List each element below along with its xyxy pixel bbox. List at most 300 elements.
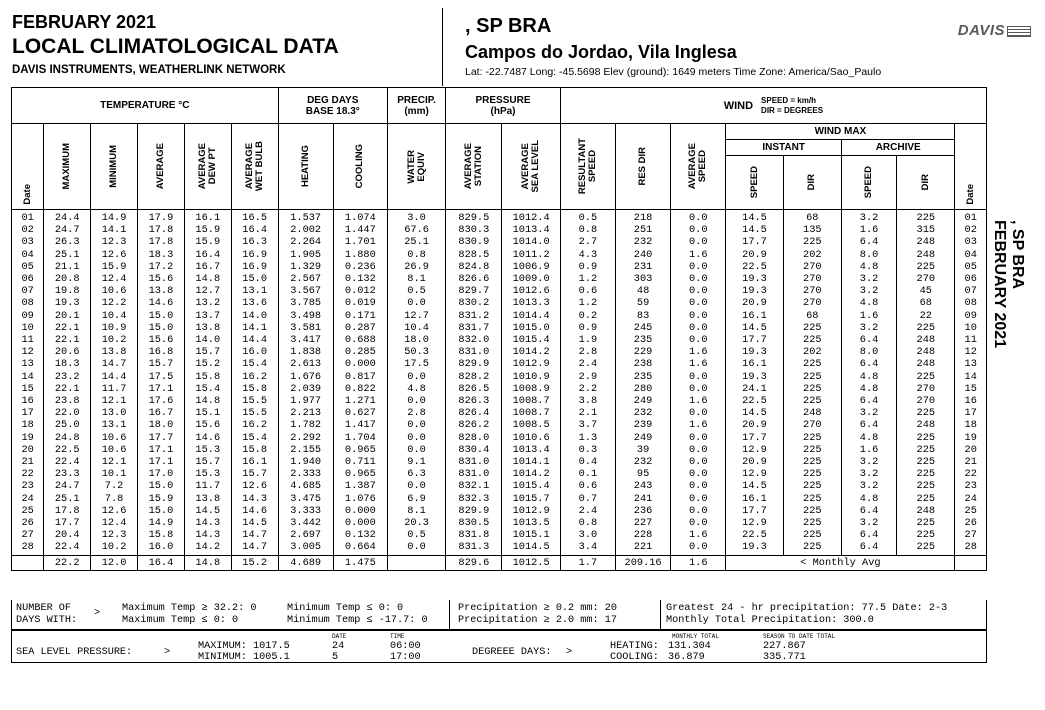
cell-value: 17.7 (742, 504, 767, 517)
cell-value: 10.6 (101, 443, 127, 456)
column-values-archive-speed (841, 210, 896, 556)
cell-value: 50.3 (404, 346, 429, 359)
cell-value: 16.0 (148, 541, 174, 554)
cell-value: 232 (633, 236, 653, 249)
max-temp-counts: Maximum Temp ≥ 32.2: 0 Maximum Temp ≤ 0: 0 (122, 603, 257, 626)
header-divider (442, 8, 443, 86)
column-values-archive-dir (897, 210, 955, 556)
cell-value: 15.6 (195, 419, 221, 432)
cell-value: 11.7 (195, 480, 221, 493)
cell-value: 831.0 (458, 346, 490, 359)
cell-value: 0.8 (407, 248, 426, 261)
cell-value: 3.785 (290, 297, 322, 310)
cell-value: 4.8 (859, 431, 879, 444)
col-sealevel: AVERAGE SEA LEVEL (502, 124, 560, 210)
cell-value: 0.5 (407, 529, 426, 542)
cell-value: 04 (964, 248, 977, 261)
cell-value: 14.2 (195, 541, 221, 554)
cell-value: 245 (633, 321, 653, 334)
cell-value: 12.9 (742, 517, 767, 530)
cell-value: 270 (916, 273, 936, 286)
cell-value: 248 (916, 248, 936, 261)
cell-value: 09 (21, 309, 34, 322)
cell-value: 10.2 (101, 541, 127, 554)
cell-value: 832.0 (458, 334, 490, 347)
cell-value: 23.3 (54, 468, 80, 481)
cell-value: 0.0 (688, 370, 708, 383)
cell-value: 02 (21, 224, 34, 237)
cell-value: 225 (803, 504, 822, 517)
cell-value: 0.0 (407, 370, 426, 383)
cell-value: 6.4 (859, 419, 879, 432)
cell-value: 18 (964, 419, 977, 432)
cell-value: 12.1 (101, 395, 127, 408)
cell-value: 270 (803, 273, 822, 286)
max-date: 24 (332, 641, 345, 652)
cell-value: 235 (633, 370, 653, 383)
avg-row-tail (955, 555, 987, 570)
cell-value: 13.2 (195, 297, 221, 310)
cell-value: 225 (916, 321, 936, 334)
avg-value: 15.2 (231, 555, 278, 570)
cell-value: 02 (964, 224, 977, 237)
cell-value: 01 (21, 212, 34, 224)
column-values-instant-speed (726, 210, 783, 556)
cell-value: 25.0 (54, 419, 80, 432)
col-date-right: Date (955, 124, 987, 210)
cell-value: 0.285 (344, 346, 376, 359)
report-subtitle: DAVIS INSTRUMENTS, WEATHERLINK NETWORK (12, 64, 286, 76)
cell-value: 6.4 (859, 334, 879, 347)
cell-value: 14.0 (242, 309, 267, 322)
cell-value: 229 (633, 346, 653, 359)
cell-value: 1.940 (290, 456, 322, 469)
cell-value: 22.1 (54, 321, 80, 334)
cell-value: 16 (21, 395, 34, 408)
col-station: AVERAGE STATION (446, 124, 502, 210)
cell-value: 0.9 (578, 260, 598, 273)
cell-value: 225 (916, 443, 936, 456)
monthly-avg-label: < Monthly Avg (726, 555, 955, 570)
cell-value: 14.3 (195, 529, 221, 542)
cell-value: 225 (803, 395, 822, 408)
cell-value: 13.6 (242, 297, 267, 310)
cell-value: 0.0 (688, 517, 708, 530)
cell-value: 14.5 (742, 224, 767, 237)
cell-value: 19.3 (742, 370, 767, 383)
cell-value: 1012.4 (512, 212, 550, 224)
cell-value: 16.1 (742, 492, 767, 505)
cell-value: 0.5 (407, 285, 426, 298)
cell-value: 20.3 (404, 517, 429, 530)
cell-value: 0.0 (688, 334, 708, 347)
cell-value: 08 (964, 297, 977, 310)
cell-value: 25.1 (54, 248, 80, 261)
cell-value: 829.5 (458, 212, 490, 224)
cooling-season: 335.771 (763, 652, 806, 663)
cell-value: 67.6 (404, 224, 429, 237)
cell-value: 4.8 (859, 260, 879, 273)
cell-value: 1.447 (344, 224, 376, 237)
cell-value: 15.9 (101, 260, 127, 273)
avg-value (387, 555, 445, 570)
col-instant-speed: SPEED (726, 156, 783, 210)
cell-value: 16 (964, 395, 977, 408)
cell-value: 20.9 (742, 419, 767, 432)
column-values-minimum (91, 210, 138, 556)
cell-value: 17.9 (148, 212, 174, 224)
cell-value: 14.0 (195, 334, 221, 347)
cell-value: 16.1 (742, 358, 767, 371)
cell-value: 24.4 (54, 212, 80, 224)
cell-value: 225 (916, 260, 936, 273)
cell-value: 228 (633, 529, 653, 542)
cell-value: 0.287 (344, 321, 376, 334)
cell-value: 2.8 (578, 346, 598, 359)
cell-value: 8.0 (859, 248, 879, 261)
cell-value: 06 (21, 273, 34, 286)
cell-value: 1010.9 (512, 370, 550, 383)
cell-value: 225 (803, 370, 822, 383)
cell-value: 1.3 (578, 431, 598, 444)
cell-value: 2.1 (578, 407, 598, 420)
cell-value: 1015.4 (512, 480, 550, 493)
days-with-label: NUMBER OF DAYS WITH: (16, 603, 78, 626)
column-values-res-speed (560, 210, 615, 556)
cell-value: 1.2 (578, 297, 598, 310)
cell-value: 17.7 (742, 431, 767, 444)
cell-value: 15.9 (195, 224, 221, 237)
cell-value: 68 (806, 212, 819, 224)
col-archive-speed: SPEED (841, 156, 896, 210)
cell-value: 0.0 (688, 382, 708, 395)
cell-value: 1008.5 (512, 419, 550, 432)
cell-value: 1.6 (688, 395, 708, 408)
flag-icon (1007, 26, 1031, 37)
cell-value: 17 (964, 407, 977, 420)
cell-value: 831.0 (458, 456, 490, 469)
cell-value: 22.5 (742, 529, 767, 542)
cell-value: 221 (633, 541, 653, 554)
cell-value: 17.1 (148, 443, 174, 456)
cell-value: 0.236 (344, 260, 376, 273)
cell-value: 26 (21, 517, 34, 530)
temperature-group-header: TEMPERATURE °C (12, 88, 279, 124)
cell-value: 1.6 (859, 224, 879, 237)
cell-value: 1008.7 (512, 395, 550, 408)
cell-value: 225 (803, 382, 822, 395)
cell-value: 225 (916, 517, 936, 530)
cell-value: 14.9 (148, 517, 174, 530)
cell-value: 2.333 (290, 468, 322, 481)
cell-value: 12.9 (742, 468, 767, 481)
cell-value: 225 (916, 480, 936, 493)
cell-value: 0.0 (688, 443, 708, 456)
col-archive-dir: DIR (897, 156, 955, 210)
cell-value: 232 (633, 456, 653, 469)
column-values-instant-dir (783, 210, 841, 556)
pressure-minimum: MINIMUM: 1005.1 (198, 652, 290, 663)
cell-value: 135 (803, 224, 822, 237)
cell-value: 17.7 (148, 431, 174, 444)
cell-value: 829.9 (458, 504, 490, 517)
days-with-summary (11, 600, 987, 630)
cell-value: 2.2 (578, 382, 598, 395)
cell-value: 1.417 (344, 419, 376, 432)
col-avg-wetbulb: AVERAGE WET BULB (231, 124, 278, 210)
cell-value: 1009.0 (512, 273, 550, 286)
cell-value: 26.9 (404, 260, 429, 273)
precip-group-header: PRECIP. (mm) (387, 88, 445, 124)
cell-value: 270 (803, 419, 822, 432)
cell-value: 24.8 (54, 431, 80, 444)
cell-value: 3.417 (290, 334, 322, 347)
cell-value: 0.0 (688, 480, 708, 493)
column-values-heating (278, 210, 333, 556)
cell-value: 13.7 (195, 309, 221, 322)
cell-value: 280 (633, 382, 653, 395)
cell-value: 24 (964, 492, 977, 505)
cell-value: 225 (803, 456, 822, 469)
cell-value: 1.6 (859, 443, 879, 456)
season-head: SEASON TO DATE TOTAL (763, 633, 836, 640)
cell-value: 16.1 (742, 309, 767, 322)
cell-value: 1.838 (290, 346, 322, 359)
cell-value: 3.442 (290, 517, 322, 530)
cell-value: 0.000 (344, 504, 376, 517)
cell-value: 0.6 (578, 285, 598, 298)
cell-value: 7.2 (104, 480, 124, 493)
cell-value: 22 (21, 468, 34, 481)
cell-value: 0.019 (344, 297, 376, 310)
cell-value: 0.0 (407, 541, 426, 554)
cell-value: 3.567 (290, 285, 322, 298)
cell-value: 248 (803, 407, 822, 420)
cell-value: 13.8 (148, 285, 174, 298)
cell-value: 15.3 (195, 468, 221, 481)
cell-value: 10.2 (101, 334, 127, 347)
cell-value: 03 (964, 236, 977, 249)
cell-value: 1.9 (578, 334, 598, 347)
heating-season: 227.867 (763, 641, 806, 652)
cell-value: 18.3 (148, 248, 174, 261)
cell-value: 231 (633, 260, 653, 273)
cell-value: 11 (964, 334, 977, 347)
cell-value: 15.7 (195, 346, 221, 359)
cell-value: 68 (806, 309, 819, 322)
cell-value: 225 (803, 236, 822, 249)
cell-value: 24.7 (54, 224, 80, 237)
cell-value: 15 (964, 382, 977, 395)
cell-value: 3.475 (290, 492, 322, 505)
cell-value: 3.2 (859, 456, 879, 469)
cell-value: 15.8 (242, 443, 267, 456)
cell-value: 18.0 (148, 419, 174, 432)
report-header (12, 12, 442, 78)
cell-value: 14.6 (242, 504, 267, 517)
cell-value: 3.0 (578, 529, 598, 542)
cell-value: 303 (633, 273, 653, 286)
cell-value: 225 (916, 541, 936, 554)
cell-value: 0.8 (578, 224, 598, 237)
cell-value: 0.0 (407, 395, 426, 408)
min-time: 17:00 (390, 652, 421, 663)
avg-value: 4.689 (278, 555, 333, 570)
cell-value: 07 (964, 285, 977, 298)
cell-value: 17.5 (404, 358, 429, 371)
cell-value: 20.9 (742, 248, 767, 261)
cell-value: 12.7 (404, 309, 429, 322)
cell-value: 824.8 (458, 260, 490, 273)
cell-value: 2.264 (290, 236, 322, 249)
cell-value: 16.1 (195, 212, 221, 224)
cell-value: 20.9 (742, 297, 767, 310)
cell-value: 18.0 (404, 334, 429, 347)
cell-value: 225 (803, 468, 822, 481)
cell-value: 25.1 (54, 492, 80, 505)
cell-value: 16.7 (195, 260, 221, 273)
avg-value: 1012.5 (502, 555, 560, 570)
cell-value: 243 (633, 480, 653, 493)
cell-value: 7.8 (104, 492, 124, 505)
cell-value: 14.5 (195, 504, 221, 517)
cell-value: 15 (21, 382, 34, 395)
cell-value: 16.2 (242, 419, 267, 432)
cell-value: 8.0 (859, 346, 879, 359)
cell-value: 0.0 (407, 443, 426, 456)
cell-value: 19.3 (742, 346, 767, 359)
date-head: DATE (332, 633, 347, 640)
cell-value: 1.701 (344, 236, 376, 249)
cell-value: 1.2 (578, 273, 598, 286)
col-avg-dew: AVERAGE DEW PT (184, 124, 231, 210)
cell-value: 0.000 (344, 358, 376, 371)
cell-value: 1014.4 (512, 309, 550, 322)
cell-value: 270 (916, 382, 936, 395)
cell-value: 68 (919, 297, 932, 310)
cell-value: 10.9 (101, 321, 127, 334)
cell-value: 1011.2 (512, 248, 550, 261)
cell-value: 1015.7 (512, 492, 550, 505)
cell-value: 830.5 (458, 517, 490, 530)
cell-value: 831.7 (458, 321, 490, 334)
degree-days-arrow: > (566, 647, 573, 658)
cell-value: 20.8 (54, 273, 80, 286)
cell-value: 12.9 (742, 443, 767, 456)
cell-value: 3.2 (859, 273, 879, 286)
cell-value: 0.965 (344, 468, 376, 481)
cell-value: 225 (916, 456, 936, 469)
cell-value: 15.0 (148, 309, 174, 322)
cell-value: 830.4 (458, 443, 490, 456)
cell-value: 0.132 (344, 273, 376, 286)
precip-counts: Precipitation ≥ 0.2 mm: 20 Precipitation ≥ 2.0 mm: 17 (458, 603, 617, 626)
cell-value: 2.697 (290, 529, 322, 542)
cell-value: 225 (916, 431, 936, 444)
cell-value: 6.3 (407, 468, 426, 481)
cell-value: 1.6 (688, 248, 708, 261)
cell-value: 831.2 (458, 309, 490, 322)
cell-value: 14.5 (742, 480, 767, 493)
cell-value: 24.1 (742, 382, 767, 395)
cell-value: 826.5 (458, 382, 490, 395)
report-month: FEBRUARY 2021 (12, 12, 157, 32)
cell-value: 1.6 (859, 309, 879, 322)
cell-value: 0.0 (688, 541, 708, 554)
degree-days-label: DEGREEE DAYS: (472, 647, 552, 658)
cell-value: 826.3 (458, 395, 490, 408)
column-values-sealevel (502, 210, 560, 556)
wind-group-header: WIND SPEED = km/h DIR = DEGREES (560, 88, 986, 124)
column-values-date (12, 210, 44, 556)
cell-value: 3.4 (578, 541, 598, 554)
column-values-res-dir (615, 210, 670, 556)
cell-value: 1015.0 (512, 321, 550, 334)
cell-value: 4.8 (407, 382, 426, 395)
cell-value: 24 (21, 492, 34, 505)
cell-value: 225 (803, 358, 822, 371)
cell-value: 3.8 (578, 395, 598, 408)
cell-value: 1.6 (688, 358, 708, 371)
cell-value: 10.1 (101, 468, 127, 481)
cell-value: 24.7 (54, 480, 80, 493)
cell-value: 1.6 (688, 346, 708, 359)
cell-value: 0.2 (578, 309, 598, 322)
cell-value: 13.8 (195, 321, 221, 334)
cell-value: 15.7 (195, 456, 221, 469)
cell-value: 06 (964, 273, 977, 286)
cell-value: 0.0 (688, 456, 708, 469)
cell-value: 95 (636, 468, 650, 481)
cell-value: 03 (21, 236, 34, 249)
cell-value: 21 (964, 456, 977, 469)
avg-value: 1.475 (333, 555, 387, 570)
cell-value: 20.1 (54, 309, 80, 322)
cell-value: 1.537 (290, 212, 322, 224)
cell-value: 249 (633, 395, 653, 408)
cell-value: 11.7 (101, 382, 127, 395)
cell-value: 3.7 (578, 419, 598, 432)
cell-value: 0.6 (578, 480, 598, 493)
cell-value: 236 (633, 504, 653, 517)
cell-value: 0.711 (344, 456, 376, 469)
cell-value: 0.627 (344, 407, 376, 420)
cell-value: 225 (916, 407, 936, 420)
cell-value: 270 (916, 395, 936, 408)
cell-value: 20 (964, 443, 977, 456)
cell-value: 12.2 (101, 297, 127, 310)
cell-value: 0.817 (344, 370, 376, 383)
cell-value: 0.0 (688, 407, 708, 420)
cell-value: 0.0 (407, 419, 426, 432)
cell-value: 14.3 (242, 492, 267, 505)
avg-row-lead (12, 555, 44, 570)
cell-value: 12.3 (101, 529, 127, 542)
cell-value: 14.5 (742, 407, 767, 420)
cell-value: 15.1 (195, 407, 221, 420)
avg-value: 209.16 (615, 555, 670, 570)
cell-value: 17.8 (54, 504, 80, 517)
side-label (990, 220, 1026, 348)
cell-value: 19 (21, 431, 34, 444)
cell-value: 20 (21, 443, 34, 456)
cell-value: 4.8 (859, 297, 879, 310)
cell-value: 0.3 (578, 443, 598, 456)
cell-value: 23.2 (54, 370, 80, 383)
cell-value: 17.7 (742, 334, 767, 347)
monthly-total-head: MONTHLY TOTAL (672, 633, 719, 640)
cell-value: 251 (633, 224, 653, 237)
